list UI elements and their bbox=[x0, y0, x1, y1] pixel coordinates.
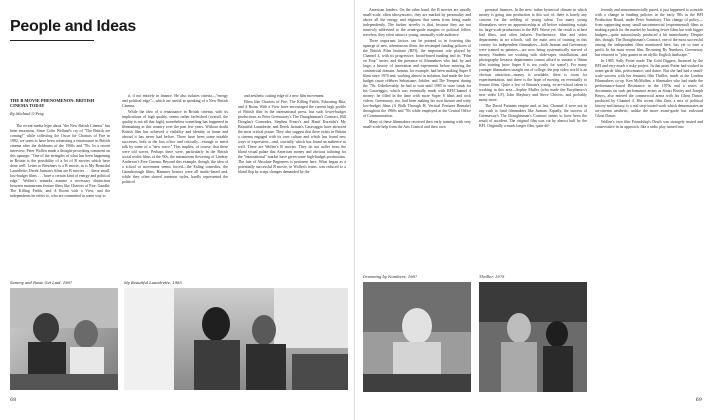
body-paragraph: Many of these filmmakers received their early training with very small-scale help from the Arts Council and their own bbox=[363, 120, 471, 129]
text-column-6 bbox=[595, 8, 703, 390]
body-paragraph: The David Puttnam empire and, at last, Channel 4 were not in any rush to fund filmmakers like Jarman. Equally, the success of Greenaway's The Draughtsman's Contract seems to have been the result of accident. The original film was cut by almost half by the BFI. Originally a much longer film, quite dif- bbox=[479, 104, 587, 128]
film-still-photo bbox=[363, 282, 471, 392]
page-number-right: 69 bbox=[695, 397, 702, 403]
text-column-3 bbox=[238, 94, 346, 276]
text-column-4 bbox=[363, 8, 471, 270]
article-title: THE B MOVIE PHENOMENON: BRITISH CINEMA TODAY bbox=[10, 98, 95, 109]
film-still-photo bbox=[10, 288, 118, 390]
film-still-photo bbox=[479, 282, 587, 392]
body-paragraph: In 1985, Sally Potter made The Gold Diggers, financed by the BFI and very much a risky project. In that point Potter had worked in avant-garde film, performance, and dance. But she had had a small-scale success with her feminist film Thriller, made at the London Filmmakers co-op. Ken McMullen, a filmmaker who had made the performance-based Resistance in the 1970s and a series of documents on such performance artists as Stuart Brisley and Joseph Beuys, also entered the commercial arena with his Ghost Dance, produced by Channel 4. His recent film Zina, a mix of political history and fantasy, is a real step toward work which demonstrates an art-cinema aesthetic, unlike the more avant-garde but awkward Ghost Dance. bbox=[595, 59, 703, 118]
film-still-photo bbox=[124, 288, 348, 390]
figure-thriller bbox=[479, 275, 587, 392]
body-paragraph: Three important factors can be pointed to in fostering this upsurge of new, adventurous films: the revamped funding policies of the British Film Institute (BFI); the important role played by Channel 4, with its progressive, broad-based funding and its "Film on Four" series; and the presence of filmmakers who had, by and large, a history of innovation and experiment before entering the commercial domain. Jarman, for example, had been making Super 8 films since 1970 and, working almost in isolation, had made the low-budget cause célèbres Sebastiane, Jubilee, and The Tempest during the '70s. Unbelievably, he had to wait until 1985 to raise funds for his Caravaggio, which was eventually made with BFI/Channel 4 money; he filled in the time with more Super 8 films and rock videos. Greenaway, too, had been making his own bizarre and witty low-budget films (A Walk Through H, Vertical Features Remake) throughout the 1960s and '70s while employed at the Central Office of Communication. bbox=[363, 39, 471, 118]
body-paragraph: ferently and noncommercially paced, it just happened to coincide with a change in funding policies in the early '80s in the BFI Production Board, under Peter Sainsbury. This change of policy—from supporting many small uncommercial (experimental) films to making a pitch for the market by backing fewer films but with bigger budgets—quite miraculously produced a hit immediately. Despite this, though, The Draughtsman's Contract, one of the most successful among the independent films mentioned here, has yet to earn a profit. In his most recent film, Drowning By Numbers, Greenaway has returned to "play games in an idyllic English landscape." bbox=[595, 8, 703, 57]
figure-caption: My Beautiful Laundrette, 1985 bbox=[124, 281, 182, 285]
figure-caption: Sammy and Rosie Get Laid, 1987 bbox=[10, 281, 73, 285]
heading-rule bbox=[10, 40, 94, 41]
text-column-5 bbox=[479, 8, 587, 270]
body-paragraph: Films like Chariots of Fire, The Killing Fields, Educating Rita, and A Room With a View have encouraged the current high profile of British film in the international press, but such lower-budget productions as Peter Greenaway's The Draughtsman's Contract, Bill Douglas's Comrades, Stephen Frears's and Hanif Kureishi's My Beautiful Laundrette, and Derek Jarman's Caravaggio have attracted the most critical praise. They also suggest that there exists in Britain a cinema engaged with its own culture and which has found new ways of expression—and, crucially, which has found an audience as well. These are Wollen's B movies. They do not suffer from the bland visual palate that American money and obvious tailoring for the "international" market have given some high-budget productions. The fate of Absolute Beginners is pertinent here. What began as a potentially successful B movie, in Wollen's terms, was reduced to a bland flop by script changes demanded by the bbox=[238, 100, 346, 174]
body-paragraph: American funders. On the other hand, the B movies are usually small-scale, often idiosyncratic; they are marked by personality and above all the energy and edginess that stems from being made independently. The further novelty is that, because they are not narrowly addressed to the avant-garde margins or political fellow travelers, they often attract a young, unusually wide audience. bbox=[363, 8, 471, 37]
figure-my-beautiful-laundrette bbox=[124, 281, 348, 390]
page-number-left: 68 bbox=[10, 397, 17, 403]
figure-caption: Drowning by Numbers, 1987 bbox=[363, 275, 418, 279]
right-page bbox=[355, 0, 710, 420]
figure-drowning-by-numbers bbox=[363, 275, 471, 392]
figure-caption: Thriller, 1979 bbox=[479, 275, 505, 279]
figure-sammy-and-rosie bbox=[10, 281, 118, 390]
body-paragraph: and aesthetic cutting edge of a new film movement. bbox=[244, 94, 325, 98]
body-paragraph: it, if not entirely in finance. He also isolates criteria—"energy and political edge"—which are useful in speaking of a New British Cinema. bbox=[122, 94, 228, 108]
article-byline: By Michael O'Pray bbox=[10, 112, 44, 116]
body-paragraph: The recent media hype about "the New British Cinema" has been enormous. Since Colin Welland's cry of "The British are coming!" while collecting the Oscar for Chariots of Fire in 1982, we seem to have been witnessing a renaissance in British cinema after the doldrums of the 1960s and '70s. In a recent interview, Peter Wollen made a thought-provoking comment on this upsurge: "One of the strengths of what has been happening in Britain is the possibility of a lot of B movies which have done well. Letter to Brezhnev is a B movie, as is My Beautiful Laundrette, Derek Jarman's films are B movies . . . these small, low-budget films . . . have a certain kind of energy and political edge." Wollen's remarks assume a necessary distinction between mainstream feature films like Chariots of Fire, Gandhi, The Killing Fields, and A Room with a View, and the independents he refers to, who are committed in some way to bbox=[10, 124, 110, 198]
body-paragraph: personal finances. In the new, rather hysterical climate in which money is going into production to this sort of, there is barely any concern for the welding of young talent. Too many young filmmakers serve no apprenticeship at all before submitting scripts for large-scale productions to the BFI. Worse yet, the result is at best bad films, and often failures. Furthermore, film and video departments in art schools, still the main area of training in this country for independent filmmakers—both Jarman and Greenaway were trained as painters—are now being systematically starved of money. Students are working with slide-tapes, installations, and photography because departments cannot afford to sustain a 16mm film training (now Super 8 is too costly for some!). For many younger filmmakers straight out of college, the pop video world is an obvious attraction—money is available, there is room for experimentation, and there is the hope of moving on eventually to feature films. Quite a few of Britain's young, ex-art-school talent is working in this area—Sophie Muller (who made the Eurythmics's new video LP), John Maybury and Steve Chivers, and probably many more. bbox=[479, 8, 587, 102]
text-column-1 bbox=[10, 124, 110, 276]
section-heading: People and Ideas bbox=[10, 18, 136, 35]
text-column-2 bbox=[122, 94, 228, 276]
body-paragraph: Wollen's own film Friendship's Death was strangely muted and conservative in its approach, like a radio play turned into bbox=[595, 120, 703, 129]
body-paragraph: While the idea of a renaissance in British cinema, with its implications of high quality, seems rather farfetched (overall, the quality is not all that high), nonetheless something has happened in filmmaking in this country over the past few years. Without doubt British film has achieved a visibility and identity at home and abroad it has never had before. There have been some notable successes, both at the box office and critically—enough to merit talk by some of a "new wave." This implies, of course, that there were old waves. Perhaps there were, particularly in the British social realist films of the '60s, the mainstream flowering of Lindsay Anderson's Free Cinema. Beyond this example, though, the idea of a school or movement seems forced—the Ealing comedies, the Gainsborough films, Hammer horrors were all studio-based and, while they often shared common styles, hardly represented the political bbox=[122, 110, 228, 184]
